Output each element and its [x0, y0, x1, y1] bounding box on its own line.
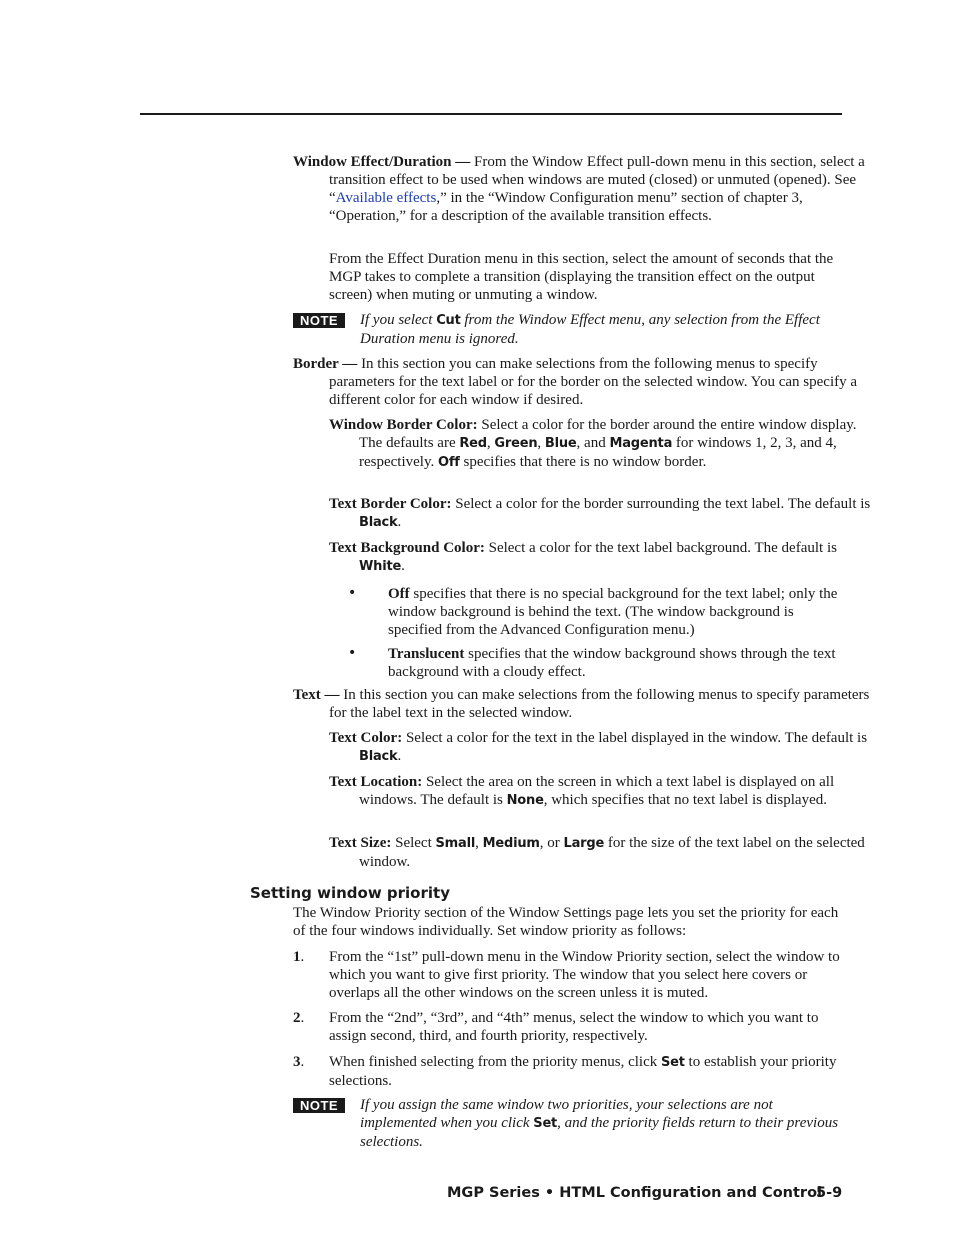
- step3-text: [329, 1053, 843, 1090]
- step2-num: 2: [293, 1010, 301, 1026]
- tc-text: Select a color for the text in the label displayed in the window. The default is: [402, 730, 868, 746]
- ts-or: , or: [539, 835, 564, 851]
- step-number: 3.: [293, 1054, 305, 1070]
- note-badge: NOTE: [293, 313, 345, 328]
- medium-option: Medium: [482, 836, 540, 851]
- border-paragraph: [293, 355, 879, 409]
- text-section-text: In this section you can make selections from the following menus to specify parameters for the label text in the selected window.: [329, 687, 870, 721]
- small-option: Small: [435, 836, 476, 851]
- black-option: Black: [359, 749, 398, 764]
- text-color-paragraph: Text Color: Select a color for the text in the label displayed in the window. The default is Black.: [329, 730, 868, 764]
- cut-option: Cut: [436, 313, 461, 328]
- off-bullet-text: specifies that there is no special background for the text label; only the window background is behind the text. (The window background is specified from the Advanced Configuration menu.): [388, 586, 838, 638]
- effect-duration-paragraph: From the Effect Duration menu in this section, select the amount of seconds that the MGP takes to complete a transition (displaying the transition effect on the output screen) when muting or unmuting a window.: [329, 251, 834, 303]
- ts-text-b: for the size of the text label on the selected window.: [359, 835, 865, 870]
- tl-text-a: Select the area on the screen in which a text label is displayed on all windows. The default is: [359, 774, 835, 808]
- step-number: 2.: [293, 1010, 305, 1026]
- tl-text-b: , which specifies that no text label is displayed.: [543, 792, 827, 808]
- text-color-term: Text Color:: [329, 730, 403, 746]
- none-option: None: [506, 793, 544, 808]
- window-border-color-term: Window Border Color:: [329, 417, 478, 433]
- window-effect-text-2: ,” in the “Window Configuration menu” section of chapter 3, “Operation,” for a description of the available transition effects.: [329, 190, 803, 224]
- window-border-color-paragraph: Window Border Color: Select a color for the border around the entire window display. The defaults are Red, Green, Blue, and Magenta for windows 1, 2, 3, and 4, respectively. Off specifies that there is no window border.: [329, 417, 857, 470]
- set-button-ref: Set: [533, 1116, 558, 1131]
- wbc-text-b: for windows 1, 2, 3, and 4, respectively.: [359, 435, 837, 470]
- tbc-text: Select a color for the border surrounding the text label. The default is: [451, 496, 871, 512]
- wbc-and: , and: [576, 435, 610, 451]
- step-number: 1.: [293, 949, 305, 965]
- step2-text: From the “2nd”, “3rd”, and “4th” menus, select the window to which you want to assign second, third, and fourth priority, respectively.: [329, 1010, 819, 1044]
- note-text-a: If you select: [360, 312, 437, 328]
- page-number: 5-9: [816, 1185, 843, 1201]
- note2-text-a: If you assign the same window two priorities, your selections are not implemented when you click: [360, 1097, 773, 1131]
- off-bullet-term: Off: [388, 586, 410, 602]
- set-button-ref: Set: [661, 1055, 685, 1070]
- magenta-option: Magenta: [609, 436, 673, 451]
- step3-text-b: to establish your priority selections.: [329, 1054, 837, 1089]
- text-section-paragraph: [293, 686, 879, 722]
- text-border-color-term: Text Border Color:: [329, 496, 452, 512]
- text-location-term: Text Location:: [329, 774, 423, 790]
- note2-text-b: , and the priority fields return to their previous selections.: [360, 1115, 839, 1150]
- text-section-term: Text —: [293, 687, 340, 703]
- available-effects-link[interactable]: Available effects: [335, 190, 437, 206]
- window-effect-term: Window Effect/Duration —: [293, 154, 471, 170]
- bullet-icon: •: [348, 645, 357, 661]
- off-bullet-paragraph: [388, 585, 838, 639]
- window-effect-paragraph: [293, 153, 879, 225]
- text-location-paragraph: [329, 773, 873, 810]
- translucent-bullet-term: Translucent: [388, 646, 465, 662]
- white-option: White: [359, 559, 402, 574]
- border-text: In this section you can make selections from the following menus to specify parameters for the text label or for the border on the selected window. You can specify a different color for each window if desired.: [329, 356, 858, 408]
- translucent-bullet-text: specifies that the window background shows through the text background with a cloudy effect.: [388, 646, 836, 680]
- tbg-text: Select a color for the text label background. The default is: [484, 540, 837, 556]
- section-heading: Setting window priority: [250, 884, 450, 902]
- wbc-text-a: Select a color for the border around the entire window display. The defaults are: [359, 417, 857, 451]
- green-option: Green: [494, 436, 538, 451]
- red-option: Red: [459, 436, 487, 451]
- translucent-bullet-paragraph: [388, 645, 838, 681]
- text-size-paragraph: Text Size: Select Small, Medium, or Large for the size of the text label on the selected window.: [329, 835, 865, 870]
- step1-num: 1: [293, 949, 301, 965]
- note-text: [360, 311, 830, 348]
- header-rule: [140, 113, 842, 115]
- text-background-color-paragraph: Text Background Color: Select a color for the text label background. The default is White.: [329, 540, 837, 574]
- blue-option: Blue: [544, 436, 577, 451]
- priority-intro: The Window Priority section of the Window Settings page lets you set the priority for each of the four windows individually. Set window priority as follows:: [293, 905, 839, 939]
- off-option: Off: [438, 455, 460, 470]
- text-size-term: Text Size:: [329, 835, 392, 851]
- ts-text-a: Select: [391, 835, 436, 851]
- step1-text: From the “1st” pull-down menu in the Window Priority section, select the window to which you want to give first priority. The window that you select here covers or overlaps all the other windows on the screen unless it is muted.: [329, 949, 840, 1001]
- window-effect-text: From the Window Effect pull-down menu in this section, select a transition effect to be used when windows are muted (closed) or unmuted (opened). See “: [329, 154, 865, 206]
- text-border-color-paragraph: Text Border Color: Select a color for the border surrounding the text label. The default is Black.: [329, 496, 871, 530]
- note-badge: NOTE: [293, 1098, 345, 1113]
- note-text: [360, 1096, 840, 1151]
- large-option: Large: [563, 836, 605, 851]
- bullet-icon: •: [348, 585, 357, 601]
- step3-num: 3: [293, 1054, 301, 1070]
- black-option: Black: [359, 515, 398, 530]
- step3-text-a: When finished selecting from the priority menus, click: [329, 1054, 661, 1070]
- text-background-color-term: Text Background Color:: [329, 540, 485, 556]
- wbc-text-c: specifies that there is no window border.: [459, 454, 707, 470]
- footer-title: MGP Series • HTML Configuration and Control: [447, 1185, 822, 1201]
- note-text-b: from the Window Effect menu, any selection from the Effect Duration menu is ignored.: [360, 312, 820, 347]
- border-term: Border —: [293, 356, 358, 372]
